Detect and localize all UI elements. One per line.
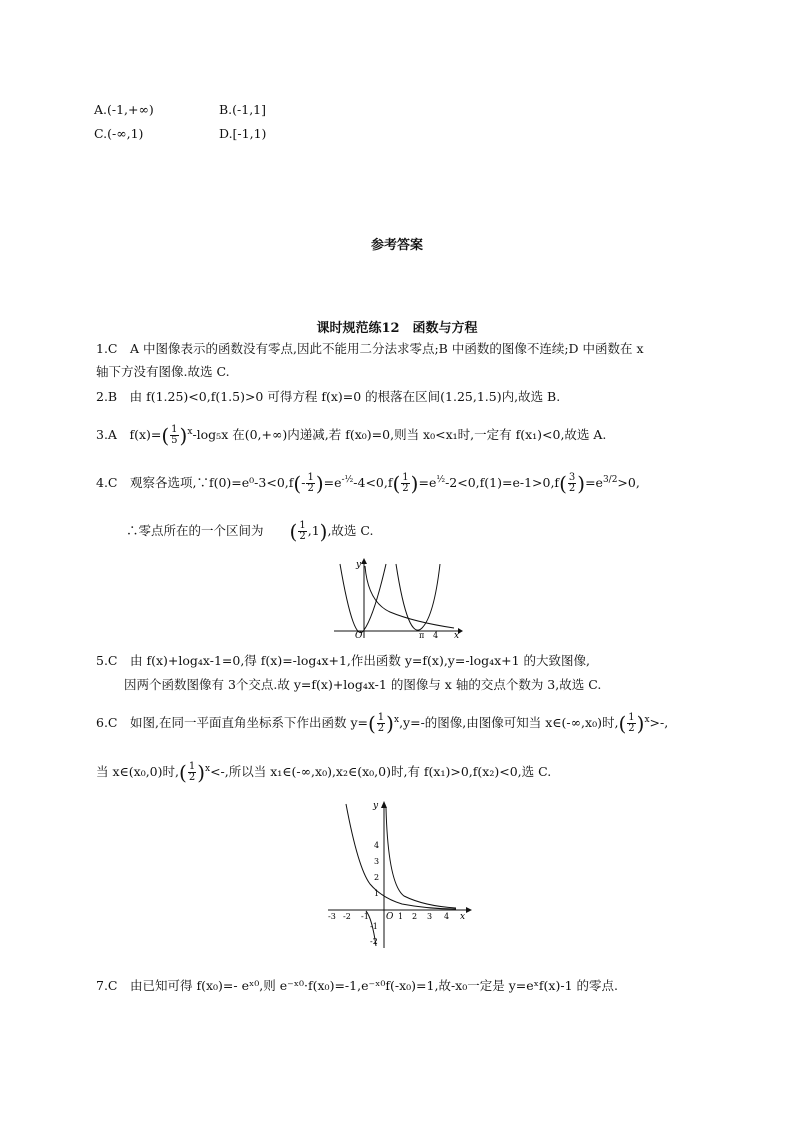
graph1-left-parabola — [340, 564, 386, 633]
graph2-hyperbola-right — [386, 808, 456, 908]
graph1-four-label: 4 — [433, 631, 439, 640]
graph-1 — [330, 556, 464, 640]
graph1-x-label: x — [454, 631, 460, 640]
q6-line1: 6.C 如图,在同一平面直角坐标系下作出函数 y=( $\frac{1}{2}$ )$^x$,y=-的图像,由图像可知当 x∈(-∞,x₀)时,( $\frac{1}{2}$ )$^x$>-, — [96, 711, 669, 736]
graph2-x-tick: -1 — [361, 912, 369, 921]
graph2-origin: O — [386, 912, 394, 922]
option-b: B.(-1,1] — [219, 102, 267, 117]
graph2-x-tick: 4 — [444, 912, 450, 921]
graph2-x-tick: -2 — [343, 912, 351, 921]
graph2-y-arrow — [381, 801, 387, 808]
graph2-x-label: x — [460, 912, 466, 922]
graph2-x-tick: 3 — [427, 912, 433, 921]
graph1-y-arrow — [361, 558, 367, 564]
graph2-y-tick: 4 — [374, 841, 380, 850]
graph2-x-tick: 1 — [398, 912, 404, 921]
q6-line2: 当 x∈(x₀,0)时,( $\frac{1}{2}$ )$^x$<-,所以当 x₁∈(-∞,x₀),x₂∈(x₀,0)时,有 f(x₁)>0,f(x₂)<0,选 C. — [96, 760, 552, 785]
option-d: D.[-1,1) — [219, 126, 267, 141]
graph-2 — [324, 798, 474, 950]
section-title: 课时规范练12 函数与方程 — [316, 321, 478, 336]
graph2-x-tick: -3 — [328, 912, 336, 921]
option-a: A.(-1,+∞) — [94, 102, 154, 117]
graph1-pi-label: π — [419, 631, 425, 640]
q5-line2: 因两个函数图像有 3个交点.故 y=f(x)+log₄x-1 的图像与 x 轴的交点个数为 3,故选 C. — [124, 677, 602, 692]
graph2-y-tick: 2 — [374, 873, 380, 882]
q1-line2: 轴下方没有图像.故选 C. — [96, 364, 230, 379]
q1-line1: 1.C A 中图像表示的函数没有零点,因此不能用二分法求零点;B 中函数的图像不连续;D 中函数在 x — [96, 341, 644, 356]
q4-line2: ∴零点所在的一个区间为 ( $\frac{1}{2}$ ,1),故选 C. — [126, 519, 374, 544]
q4-line1: 4.C 观察各选项,∵f(0)=e⁰-3<0,f(- $\frac{1}{2}$ )$=e^{-\frac{1}{2}}-4<0,f$( $\frac{1}{2}$ )$=e^{\frac{1}{2}}-2<0,f(1)=e-1>0,f$( $\frac{3}{2}$ )$=e^{3/2}>0$, — [96, 471, 640, 496]
graph1-right-parabola — [396, 564, 440, 630]
q2-line: 2.B 由 f(1.25)<0,f(1.5)>0 可得方程 f(x)=0 的根落在区间(1.25,1.5)内,故选 B. — [96, 389, 561, 404]
q3-line: 3.A f(x)=( $\frac{1}{5}$ )$^x$-log₅x 在(0,+∞)内递减,若 f(x₀)=0,则当 x₀<x₁时,一定有 f(x₁)<0,故选 A. — [96, 423, 607, 448]
graph2-y-label: y — [373, 801, 379, 811]
graph1-y-label: y — [356, 560, 362, 570]
graph2-y-tick: -1 — [370, 922, 378, 931]
q3-fraction: $\frac{1}{5}$ — [171, 424, 178, 447]
q3-suffix: -log₅x 在(0,+∞)内递减,若 f(x₀)=0,则当 x₀<x₁时,一定有 f(x₁)<0,故选 A. — [192, 427, 607, 443]
graph2-y-tick: 3 — [374, 857, 380, 866]
q5-line1: 5.C 由 f(x)+log₄x-1=0,得 f(x)=-log₄x+1,作出函数 y=f(x),y=-log₄x+1 的大致图像, — [96, 653, 591, 668]
graph1-origin: O — [355, 631, 363, 640]
q3-exponent: x — [187, 427, 193, 437]
graph2-x-arrow — [466, 907, 472, 913]
graph2-x-tick: 2 — [412, 912, 418, 921]
graph2-y-tick: 1 — [374, 889, 380, 898]
q3-prefix: 3.A f(x)= — [96, 427, 162, 443]
q7-line: 7.C 由已知可得 f(x₀)=- eˣ⁰,则 e⁻ˣ⁰·f(x₀)=-1,e⁻ˣ⁰f(-x₀)=1,故-x₀一定是 y=eˣf(x)-1 的零点. — [96, 978, 618, 993]
option-c: C.(-∞,1) — [94, 126, 144, 141]
graph1-log-curve — [365, 566, 454, 628]
answer-heading: 参考答案 — [370, 238, 423, 253]
graph2-y-tick: -2 — [370, 937, 378, 946]
